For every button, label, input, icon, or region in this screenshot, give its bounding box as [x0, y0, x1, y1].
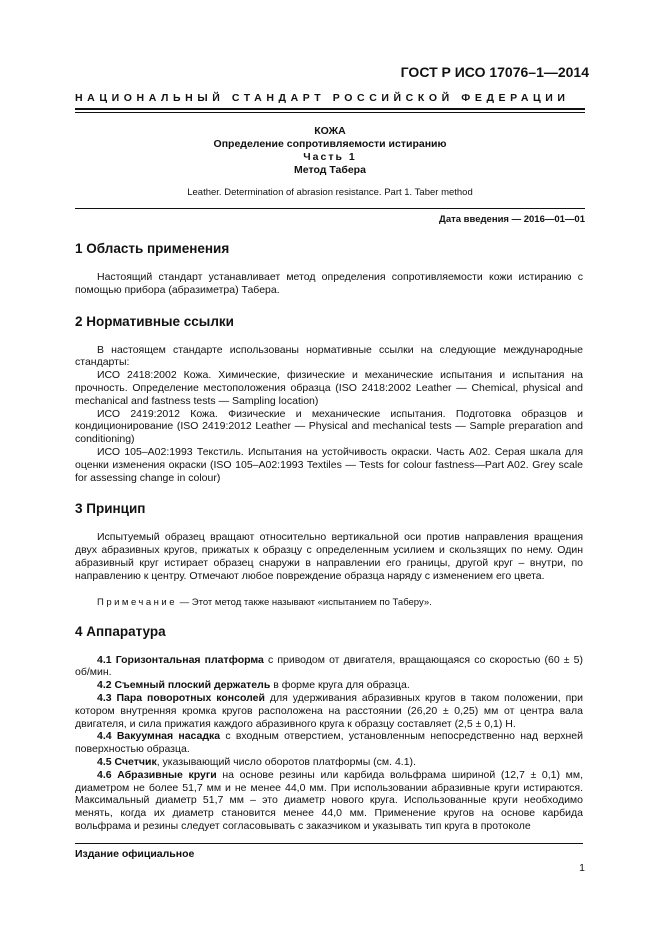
ref-iso-2419: ИСО 2419:2012 Кожа. Физические и механические испытания. Подготовка образцов и кондиционирование (ISO 2419:2012 Leather — Physical and mechanical tests — Sample preparation and conditioning)	[75, 407, 583, 446]
note-label: Примечание	[97, 596, 177, 608]
section-4-heading: 4 Аппаратура	[75, 623, 166, 639]
national-standard-banner: НАЦИОНАЛЬНЫЙ СТАНДАРТ РОССИЙСКОЙ ФЕДЕРАЦИИ	[75, 92, 570, 104]
section-3-heading: 3 Принцип	[75, 501, 146, 517]
item-4-5: 4.5 Счетчик, указывающий число оборотов платформы (см. 4.1).	[97, 755, 416, 768]
header-rule-thick	[75, 108, 585, 110]
main-content	[75, 240, 583, 833]
title-line-4: Метод Табера	[294, 164, 366, 176]
section-2-heading: 2 Нормативные ссылки	[75, 313, 234, 329]
ref-iso-105: ИСО 105–A02:1993 Текстиль. Испытания на устойчивость окраски. Часть А02. Серая шкала для оценки изменения окраски (ISO 105–A02:1993 Textiles — Tests for colour fastness—Part A02. Grey scale for assessing change in colour)	[75, 445, 583, 484]
footer-rule	[75, 843, 583, 844]
header-rule-thin	[75, 112, 585, 113]
ref-iso-2418: ИСО 2418:2002 Кожа. Химические, физические и механические испытания и испытания на прочность. Определение местоположения образца (ISO 2418:2002 Leather — Chemical, physical and mechanical and fastness tests — Sampling location)	[75, 369, 583, 407]
note-text: — Этот метод также называют «испытанием по Таберу».	[177, 596, 432, 608]
title-line-1: КОЖА	[314, 125, 346, 137]
section-1-paragraph: Настоящий стандарт устанавливает метод определения сопротивляемости кожи истиранию с помощью прибора (абразиметра) Табера.	[75, 271, 583, 296]
standard-id: ГОСТ Р ИСО 17076–1—2014	[400, 64, 589, 80]
item-4-4: 4.4 Вакуумная насадка с входным отверстием, установленным непосредственно над верхней поверхностью образца.	[75, 730, 583, 756]
section-2-intro: В настоящем стандарте использованы нормативные ссылки на следующие международные стандарты:	[75, 343, 583, 369]
title-line-3: Часть 1	[303, 151, 357, 163]
item-4-3: 4.3 Пара поворотных консолей для удерживания абразивных кругов в таком положении, при котором внутренняя кромка кругов расположена на расстоянии (26,20 ± 0,25) мм от центра вала двигателя, и сила прижатия каждого абразивного круга к образцу составляет (2,5 ± 0,1) Н.	[75, 691, 584, 730]
section-3-paragraph: Испытуемый образец вращают относительно вертикальной оси против направления вращения двух абразивных кругов, прижатых к образцу с определенным усилием и скользящих по нему. Один абразивный круг истирает образец снаружи в направлении его границы, другой круг – внутри, по направлению к центру. Отмечают любое повреждение образца наряду с изменением его цвета.	[75, 531, 583, 582]
title-line-2: Определение сопротивляемости истиранию	[213, 138, 447, 150]
section-1-heading: 1 Область применения	[75, 241, 230, 256]
section-3-note	[75, 597, 583, 609]
item-4-6: 4.6 Абразивные круги на основе резины или карбида вольфрама шириной (12,7 ± 0,1) мм, диаметром не более 51,7 мм и не менее 44,0 мм. При использовании абразивные круги истираются. Максимальный диаметр 51,7 мм – это диаметр нового круга. Использованные круги необходимо менять, когда их диаметр становится менее 44,0 мм. Применение кругов на основе карбида вольфрама и резины следует согласовывать с заказчиком и указывать тип круга в протоколе	[75, 768, 584, 832]
item-4-1: 4.1 Горизонтальная платформа с приводом от двигателя, вращающаяся со скоростью (60 ± 5) об/мин.	[75, 653, 583, 679]
title-rule	[75, 208, 585, 209]
english-title: Leather. Determination of abrasion resistance. Part 1. Taber method	[187, 187, 473, 198]
item-4-2: 4.2 Съемный плоский держатель в форме круга для образца.	[97, 679, 410, 692]
introduction-date: Дата введения — 2016—01—01	[439, 214, 585, 225]
page-number: 1	[579, 862, 585, 874]
official-edition-label: Издание официальное	[75, 848, 195, 860]
